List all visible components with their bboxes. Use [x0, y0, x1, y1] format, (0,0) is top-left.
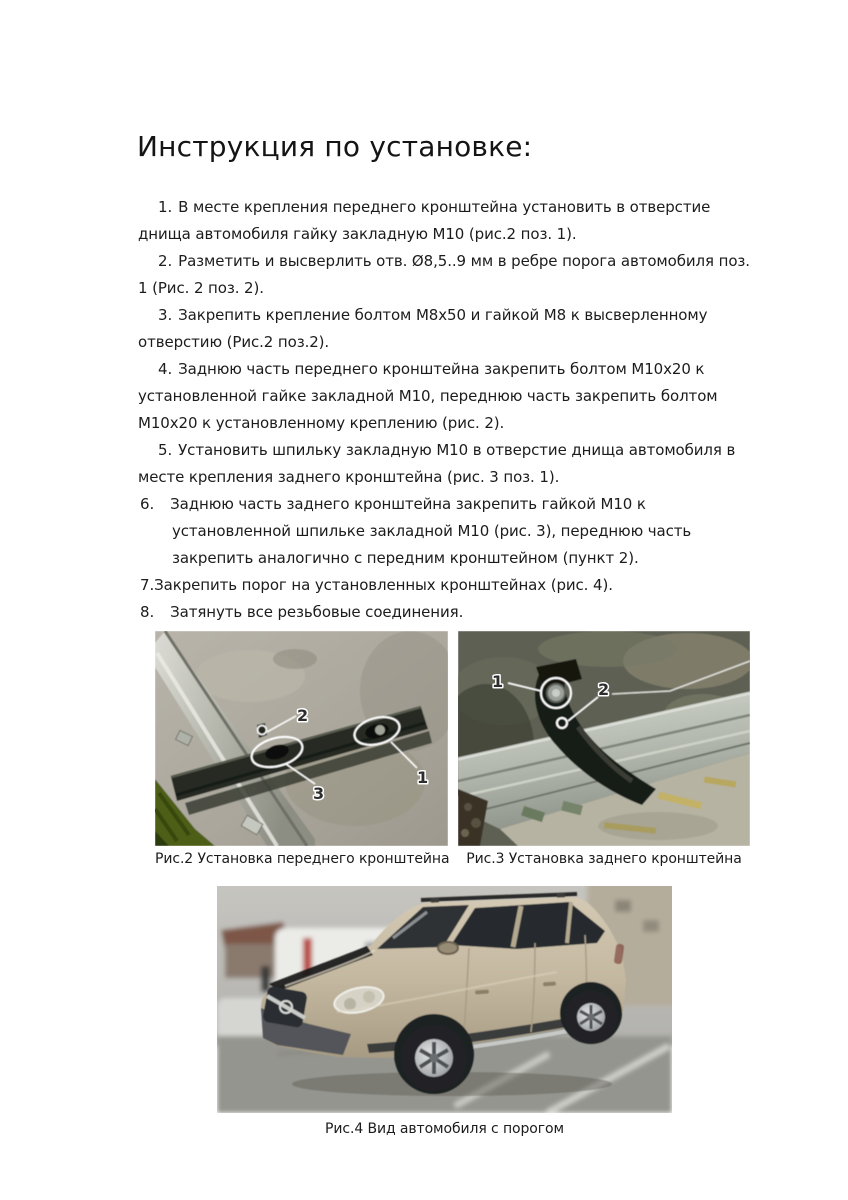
- item-text: В месте крепления переднего кронштейна установить в отверстие днища автомобиля гайку закладную М10 (рис.2 поз. 1).: [138, 198, 711, 243]
- side-mirror: [438, 942, 458, 954]
- item-number: 4.: [158, 360, 173, 378]
- fig2: [155, 631, 448, 846]
- item-number: 7.: [140, 576, 155, 594]
- underbody-scene: [458, 631, 750, 846]
- instruction-item-6: [138, 491, 750, 572]
- instruction-item-3: [138, 302, 750, 356]
- page-title: Инструкция по установке:: [137, 130, 533, 163]
- front-wheel: [401, 1025, 467, 1091]
- item-text: Закрепить крепление болтом М8х50 и гайкой М8 к высверленному отверстию (Рис.2 поз.2).: [138, 306, 708, 351]
- item-number: 2.: [158, 252, 173, 270]
- instruction-item-5: [138, 437, 750, 491]
- item-text: Разметить и высверлить отв. Ø8,5..9 мм в ребре порога автомобиля поз. 1 (Рис. 2 поз. 2).: [138, 252, 750, 297]
- fig2-caption: Рис.2 Установка переднего кронштейна: [155, 851, 450, 867]
- instruction-item-8: [138, 599, 750, 626]
- instruction-item-2: [138, 248, 750, 302]
- underbody-scene: [155, 631, 448, 846]
- item-number: 5.: [158, 441, 173, 459]
- item-number: 3.: [158, 306, 173, 324]
- item-number: 6.: [140, 495, 155, 513]
- instructions-list: [138, 194, 750, 626]
- fig4: [217, 886, 672, 1113]
- item-text: Закрепить порог на установленных кронштейнах (рис. 4).: [154, 576, 613, 594]
- fig2-callout-1: 1: [417, 768, 429, 787]
- instruction-item-7: [138, 572, 750, 599]
- instruction-item-1: [138, 194, 750, 248]
- instruction-item-4: [138, 356, 750, 437]
- fig3: [458, 631, 750, 846]
- fig3-photo: [458, 631, 750, 846]
- item-text: Затянуть все резьбовые соединения.: [170, 603, 464, 621]
- fig2-photo: [155, 631, 448, 846]
- item-text: Заднюю часть заднего кронштейна закрепить гайкой М10 к установленной шпильке закладной М10 (рис. 3), переднюю часть закрепить аналогично с передним кронштейном (пункт 2).: [170, 495, 692, 567]
- item-number: 1.: [158, 198, 173, 216]
- item-number: 8.: [140, 603, 155, 621]
- fig4-photo: [217, 886, 672, 1113]
- fig3-callout-1: 1: [492, 672, 504, 691]
- item-text: Установить шпильку закладную М10 в отверстие днища автомобиля в месте крепления заднего кронштейна (рис. 3 поз. 1).: [138, 441, 736, 486]
- rear-wheel: [565, 991, 617, 1043]
- fig3-caption: Рис.3 Установка заднего кронштейна: [466, 851, 742, 867]
- fig3-callout-2: 2: [598, 680, 610, 699]
- fig4-caption: Рис.4 Вид автомобиля с порогом: [325, 1121, 564, 1137]
- fig2-callout-3: 3: [313, 784, 325, 803]
- item-text: Заднюю часть переднего кронштейна закрепить болтом М10х20 к установленной гайке закладной М10, переднюю часть закрепить болтом М10х20 к установленному креплению (рис. 2).: [138, 360, 718, 432]
- fig2-callout-2: 2: [297, 706, 309, 725]
